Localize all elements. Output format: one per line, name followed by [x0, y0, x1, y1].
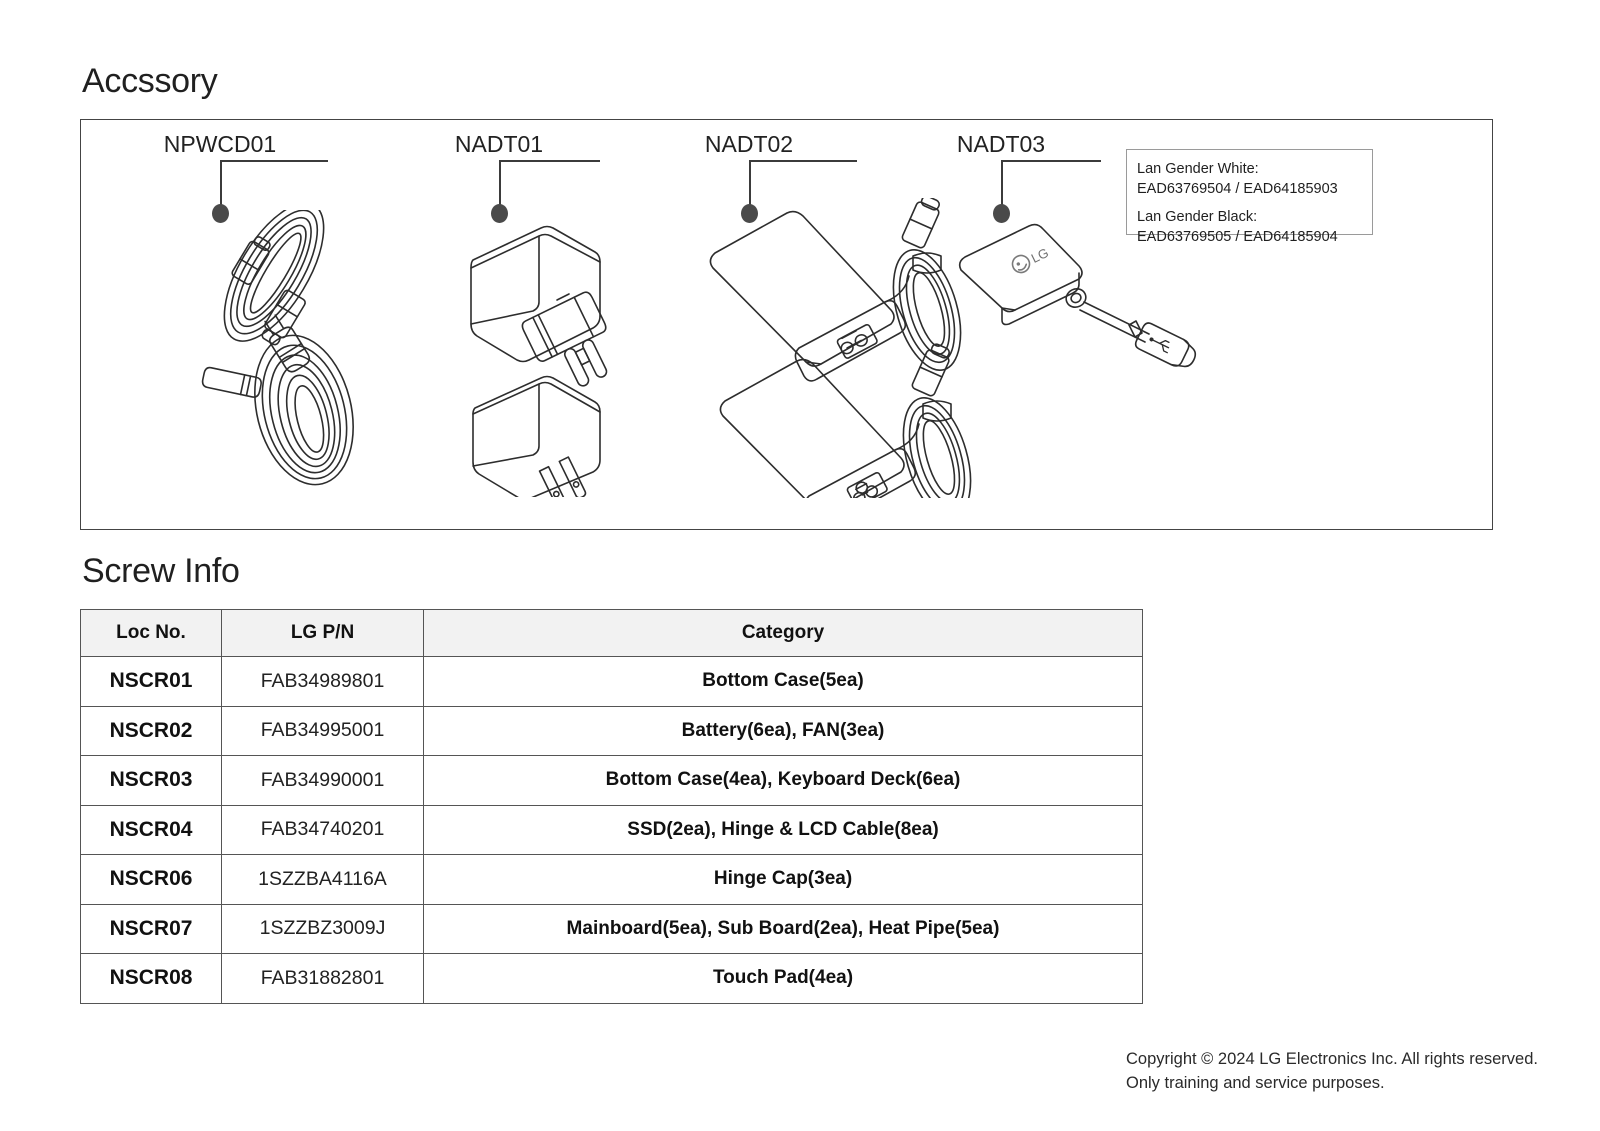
- accessory-section-title: Accssory: [82, 62, 218, 100]
- table-row: [81, 904, 1143, 954]
- cell-loc-no: NSCR06: [81, 855, 222, 905]
- screw-info-table: [80, 609, 1143, 1004]
- table-row: [81, 954, 1143, 1004]
- accessory-panel: [80, 119, 1493, 530]
- leader-vertical-line: [1001, 160, 1003, 208]
- lan-gender-white-label: Lan Gender White:: [1137, 161, 1259, 177]
- column-header-lg-pn: LG P/N: [222, 610, 424, 657]
- copyright-line-2: Only training and service purposes.: [1125, 1074, 1385, 1092]
- cell-loc-no: NSCR07: [81, 904, 222, 954]
- cell-lg-pn: FAB34995001: [222, 706, 424, 756]
- table-row: [81, 706, 1143, 756]
- table-row: [81, 756, 1143, 806]
- callout-label-nadt01: NADT01: [454, 131, 544, 157]
- table-header-row: [81, 610, 1143, 657]
- cell-category: Mainboard(5ea), Sub Board(2ea), Heat Pipe(5ea): [424, 904, 1143, 954]
- table-row: [81, 855, 1143, 905]
- cell-category: Hinge Cap(3ea): [424, 855, 1143, 905]
- wall-charger-adapter-illustration: [453, 212, 703, 497]
- copyright-line-1: Copyright © 2024 LG Electronics Inc. All rights reserved.: [1125, 1050, 1538, 1068]
- lan-gender-black-part-numbers: EAD63769505 / EAD64185904: [1137, 229, 1338, 245]
- table-row: [81, 805, 1143, 855]
- cell-loc-no: NSCR02: [81, 706, 222, 756]
- column-header-category: Category: [424, 610, 1143, 657]
- svg-text:LG: LG: [1028, 244, 1051, 266]
- leader-vertical-line: [220, 160, 222, 208]
- usb-c-cable-and-power-cord-illustration: [169, 210, 439, 490]
- cell-category: Bottom Case(4ea), Keyboard Deck(6ea): [424, 756, 1143, 806]
- cell-category: SSD(2ea), Hinge & LCD Cable(8ea): [424, 805, 1143, 855]
- column-header-loc-no: Loc No.: [81, 610, 222, 657]
- callout-label-npwcd01: NPWCD01: [163, 131, 277, 157]
- screw-info-section-title: Screw Info: [82, 552, 240, 590]
- callout-label-nadt03: NADT03: [956, 131, 1046, 157]
- cell-category: Bottom Case(5ea): [424, 657, 1143, 707]
- cell-loc-no: NSCR01: [81, 657, 222, 707]
- lan-gender-black-label: Lan Gender Black:: [1137, 209, 1258, 225]
- note-spacer: [1137, 199, 1362, 207]
- cell-lg-pn: FAB31882801: [222, 954, 424, 1004]
- leader-horizontal-line: [1001, 160, 1101, 162]
- lan-gender-white-part-numbers: EAD63769504 / EAD64185903: [1137, 181, 1338, 197]
- cell-lg-pn: FAB34990001: [222, 756, 424, 806]
- cell-category: Touch Pad(4ea): [424, 954, 1143, 1004]
- cell-loc-no: NSCR04: [81, 805, 222, 855]
- leader-horizontal-line: [749, 160, 857, 162]
- cell-loc-no: NSCR03: [81, 756, 222, 806]
- cell-lg-pn: 1SZZBZ3009J: [222, 904, 424, 954]
- copyright-footer: [1126, 1047, 1538, 1095]
- callout-label-nadt02: NADT02: [704, 131, 794, 157]
- cell-lg-pn: FAB34740201: [222, 805, 424, 855]
- leader-vertical-line: [499, 160, 501, 208]
- cell-loc-no: NSCR08: [81, 954, 222, 1004]
- cell-lg-pn: 1SZZBA4116A: [222, 855, 424, 905]
- leader-horizontal-line: [499, 160, 600, 162]
- lan-gender-note-box: [1126, 149, 1373, 245]
- table-row: [81, 657, 1143, 707]
- cell-category: Battery(6ea), FAN(3ea): [424, 706, 1143, 756]
- cell-lg-pn: FAB34989801: [222, 657, 424, 707]
- leader-horizontal-line: [220, 160, 328, 162]
